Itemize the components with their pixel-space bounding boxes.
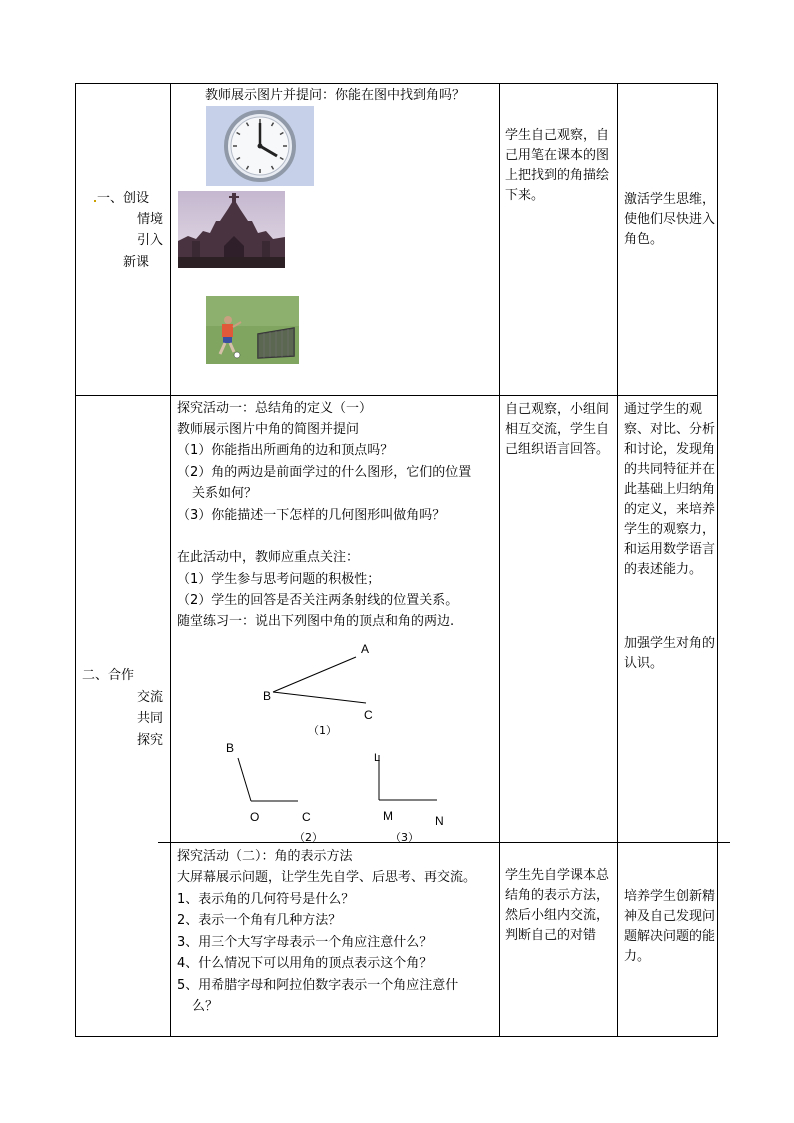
ray-ba [273,657,356,692]
football-goal-icon [206,296,299,364]
figure-number-2: （2） [294,831,323,844]
row-divider-2 [158,842,730,843]
point-label-b: B [263,689,272,703]
activity-line: 在此活动中，教师应重点关注： [177,550,360,565]
point-label-a: A [361,642,370,656]
figure-number-3: （3） [390,831,419,844]
clock-image [206,106,314,186]
stage-line: 新课 [123,255,150,270]
stage-line: 探究 [137,733,164,748]
football-image [206,296,299,364]
activity-line: 1、表示角的几何符号是什么？ [177,892,355,907]
ray-bc [273,692,366,703]
activity-line: 随堂练习一：说出下列图中角的顶点和角的两边. [177,614,455,629]
point-label-c: C [302,810,311,824]
activity-line: （2）角的两边是前面学过的什么图形，它们的位置 [177,465,472,480]
stage-line: 一、创设 [97,191,150,206]
clock-icon [206,106,314,186]
table-top-border [75,83,718,84]
row-divider-1 [75,395,718,396]
row-2-design-intent-extra: 加强学生对角的认识。 [624,636,716,671]
point-label-m: M [383,809,393,823]
point-label-n: N [435,814,444,828]
activity-line: 关系如何？ [192,486,258,501]
church-image [178,191,285,268]
activity-line: 教师展示图片中角的简图并提问 [177,422,360,437]
row-2-student-activity: 自己观察，小组间相互交流，学生自己组织语言回答。 [505,402,610,457]
point-label-b: B [226,741,235,755]
activity-line: 大屏幕展示问题，让学生先自学、后思考、再交流。 [177,870,477,885]
table-bottom-border [75,1036,718,1037]
activity-line: 5、用希腊字母和阿拉伯数字表示一个角应注意什 [177,978,459,993]
activity-line: 2、表示一个角有几种方法？ [177,913,342,928]
stage-line: 交流 [137,690,164,705]
row-3-design-intent: 培养学生创新精神及自己发现问题解决问题的能力。 [624,889,716,964]
stage-line: 引入 [137,233,164,248]
activity-line: 探究活动一：总结角的定义（一） [177,401,373,416]
stage-line: 二、合作 [82,668,135,683]
point-label-l: L [374,752,381,764]
stage-line: 共同 [137,711,164,726]
activity-line: （1）学生参与思考问题的积极性； [177,572,381,587]
row-1-design-intent: 激活学生思维，使他们尽快进入角色。 [624,192,716,247]
bullet-dot [94,200,96,202]
row-1-student-activity: 学生自己观察，自己用笔在课本的图上把找到的角描绘下来。 [505,128,610,203]
point-label-o: O [250,810,260,824]
ray-ob [238,758,251,801]
table-left-border [75,83,76,1037]
activity-line: （1）你能指出所画角的边和顶点吗？ [177,443,394,458]
figure-number-1: （1） [308,724,337,737]
stage-line: 情境 [137,212,164,227]
col-divider-1 [170,83,171,1037]
activity-line: 探究活动（二）：角的表示方法 [177,849,353,864]
church-icon [178,191,285,268]
activity-line: 4、什么情况下可以用角的顶点表示这个角？ [177,956,433,971]
teacher-prompt: 教师展示图片并提问：你能在图中找到角吗？ [205,88,466,103]
row-2-design-intent: 通过学生的观察、对比、分析和讨论，发现角的共同特征并在此基础上归纳角的定义，来培养学生的观察力，和运用数学语言的表述能力。 [624,402,716,577]
table-right-border [717,83,718,1037]
col-divider-2 [499,83,500,1037]
row-3-student-activity: 学生先自学课本总结角的表示方法，然后小组内交流，判断自己的对错 [505,868,610,943]
activity-line: （2）学生的回答是否关注两条射线的位置关系。 [177,593,459,608]
activity-line: 么？ [192,999,219,1014]
point-label-c: C [364,708,373,722]
activity-line: （3）你能描述一下怎样的几何图形叫做角吗？ [177,508,446,523]
activity-line: 3、用三个大写字母表示一个角应注意什么？ [177,935,433,950]
col-divider-3 [617,83,618,1037]
